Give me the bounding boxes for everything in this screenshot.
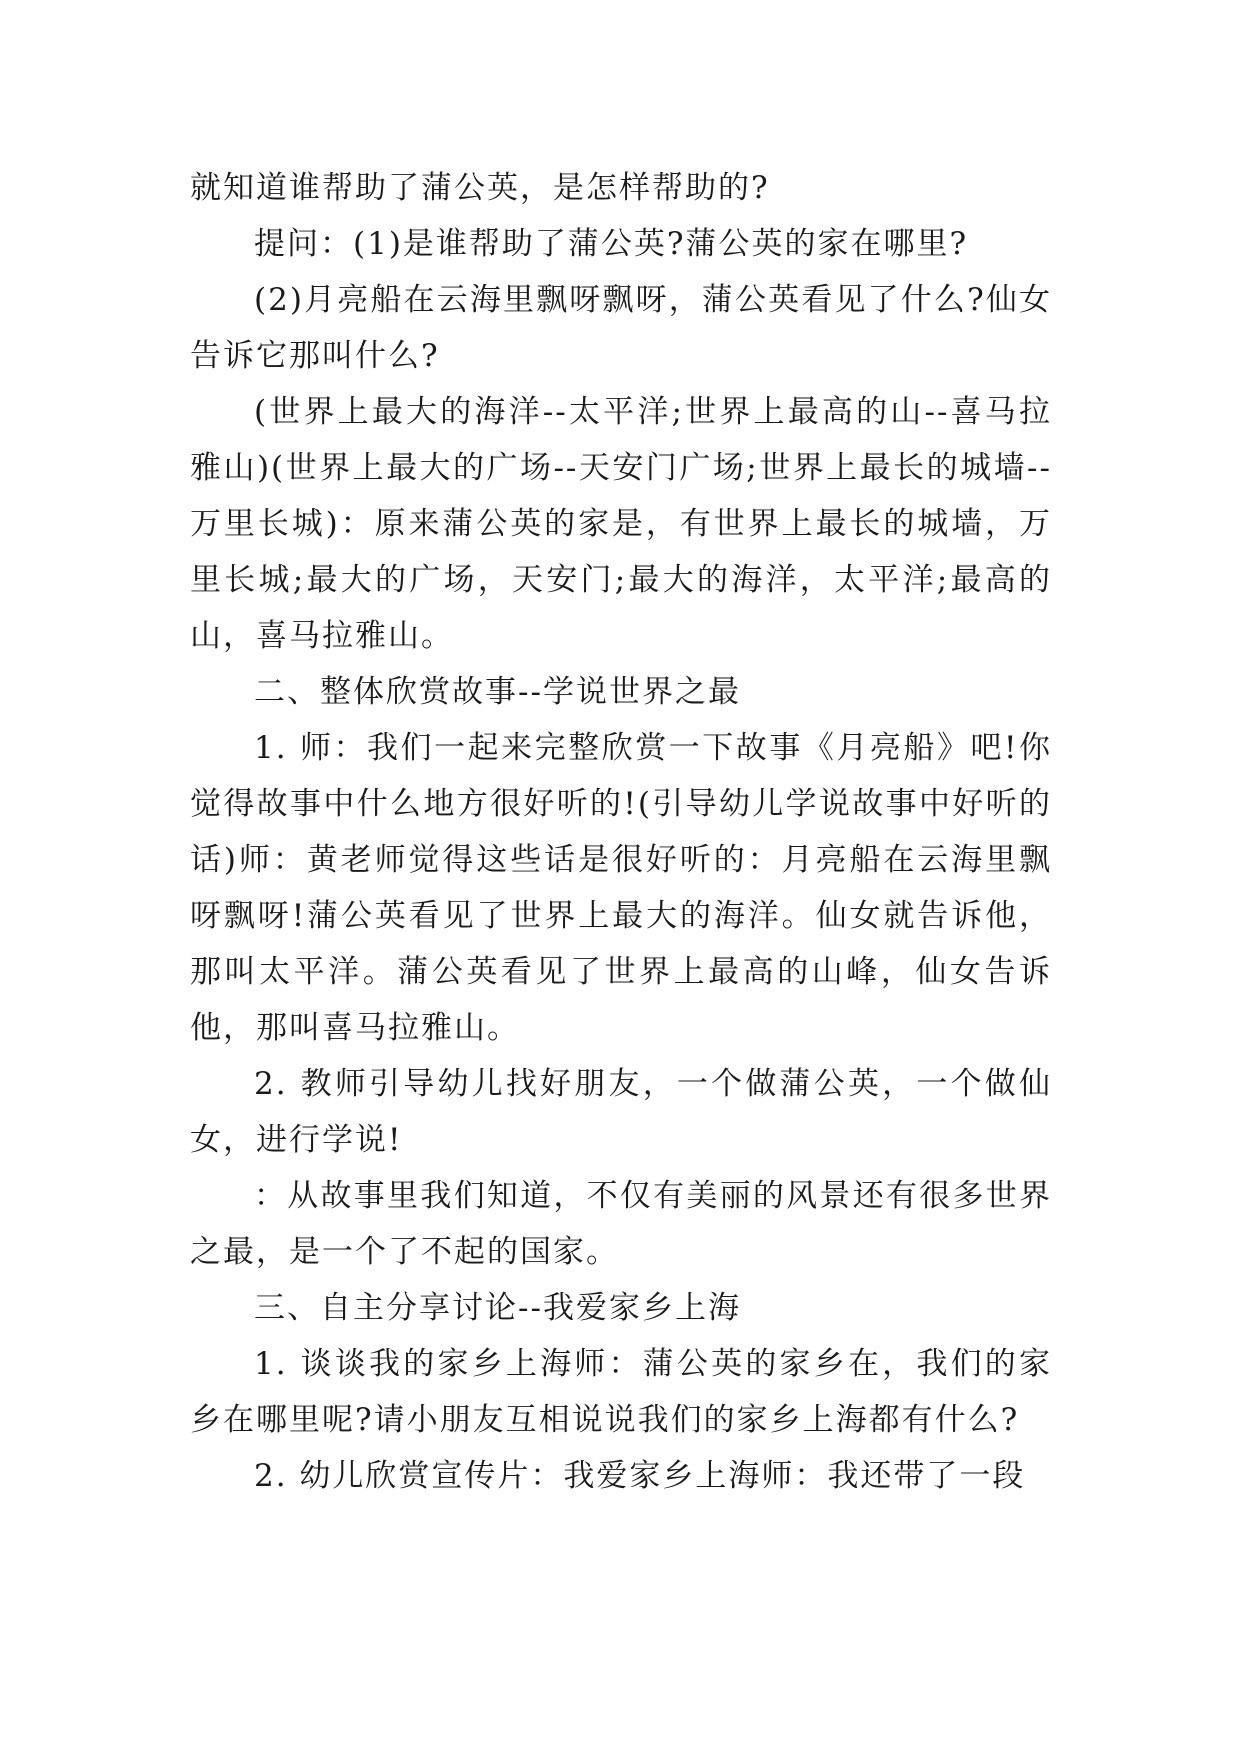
paragraph-4: (世界上最大的海洋--太平洋;世界上最高的山--喜马拉雅山)(世界上最大的广场--天安门广场;世界上最长的城墙--万里长城)：原来蒲公英的家是，有世界上最长的城墙，万里长城;最大的广场，天安门;最大的海洋，太平洋;最高的山，喜马拉雅山。 [190, 394, 1052, 654]
paragraph-2: 提问：(1)是谁帮助了蒲公英?蒲公英的家在哪里? [254, 226, 969, 262]
paragraph-5: 1. 师：我们一起来完整欣赏一下故事《月亮船》吧!你觉得故事中什么地方很好听的!(引导幼儿学说故事中好听的话)师：黄老师觉得这些话是很好听的：月亮船在云海里飘呀飘呀!蒲公英看见了世界上最大的海洋。仙女就告诉他，那叫太平洋。蒲公英看见了世界上最高的山峰，仙女告诉他，那叫喜马拉雅山。 [190, 730, 1052, 1046]
paragraph-7: ：从故事里我们知道，不仅有美丽的风景还有很多世界之最，是一个了不起的国家。 [190, 1178, 1052, 1270]
paragraph-8: 1. 谈谈我的家乡上海师：蒲公英的家乡在，我们的家乡在哪里呢?请小朋友互相说说我们的家乡上海都有什么? [190, 1346, 1052, 1438]
paragraph-1: 就知道谁帮助了蒲公英，是怎样帮助的? [190, 170, 770, 206]
document-body [190, 160, 1052, 1504]
section-heading-2: 二、整体欣赏故事--学说世界之最 [254, 674, 741, 710]
section-heading-3: 三、自主分享讨论--我爱家乡上海 [254, 1290, 741, 1326]
paragraph-6: 2. 教师引导幼儿找好朋友，一个做蒲公英，一个做仙女，进行学说! [190, 1066, 1052, 1158]
paragraph-9: 2. 幼儿欣赏宣传片：我爱家乡上海师：我还带了一段 [254, 1458, 1026, 1494]
paragraph-3: (2)月亮船在云海里飘呀飘呀，蒲公英看见了什么?仙女告诉它那叫什么? [190, 282, 1052, 374]
